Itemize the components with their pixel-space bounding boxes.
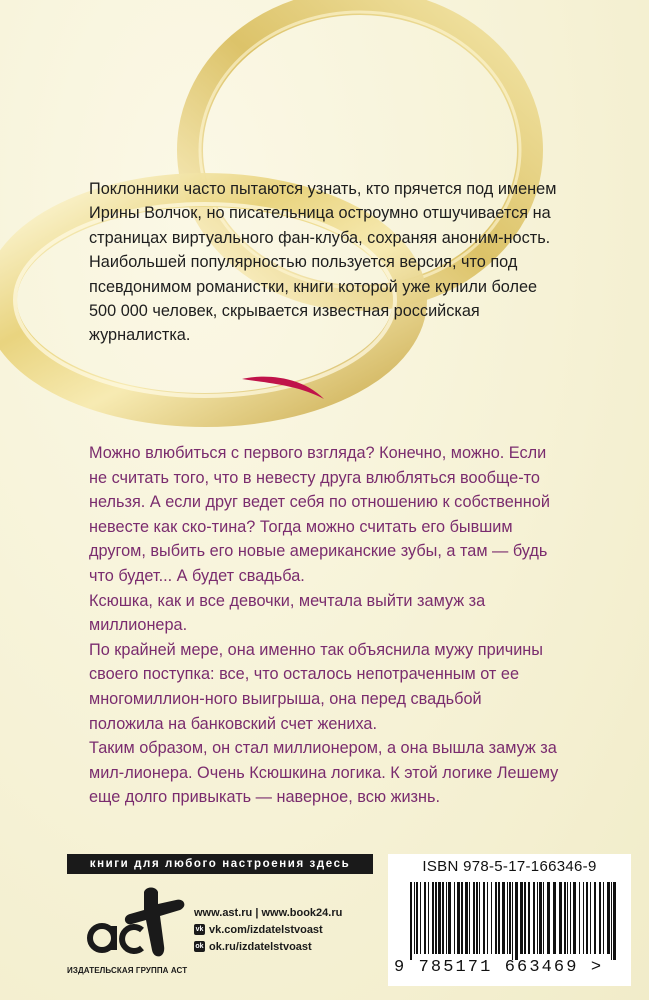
web-links[interactable]: www.ast.ru | www.book24.ru	[194, 906, 343, 919]
isbn-number: ISBN 978-5-17-166346-9	[422, 858, 597, 875]
annotation-paragraph: Можно влюбиться с первого взгляда? Конечно, можно. Если не считать того, что в невесту друга влюбляться вообще-то нельзя. А если друг ведет себя по отношению к собственной невесте как ско-тина? Тогда можно считать его бывшим другом, выбить его новые американские зубы, а там — будь что будет... А будет свадьба.	[89, 444, 550, 585]
ast-logo	[84, 884, 194, 964]
swirl-ornament	[238, 373, 328, 407]
ok-icon: ok	[195, 943, 204, 950]
barcode	[410, 882, 620, 960]
publisher-tagline: книги для любого настроения здесь	[67, 854, 373, 874]
web-links-row	[194, 904, 342, 921]
vk-link[interactable]: vk.com/izdatelstvoast	[209, 923, 323, 936]
book-annotation	[89, 441, 559, 810]
barcode-digits: 9 785171 663469 >	[394, 958, 604, 977]
annotation-paragraph: По крайней мере, она именно так объяснила мужу причины своего поступка: все, что осталось непотраченным от ее многомиллион-ного выигрыша, она перед свадьбой положила на банковский счет жениха.	[89, 640, 543, 733]
barcode-panel	[388, 854, 631, 986]
ok-link-row	[194, 938, 342, 955]
publisher-name: ИЗДАТЕЛЬСКАЯ ГРУППА АСТ	[67, 966, 188, 975]
vk-link-row	[194, 921, 342, 938]
annotation-paragraph: Ксюшка, как и все девочки, мечтала выйти замуж за миллионера.	[89, 591, 486, 635]
author-blurb: Поклонники часто пытаются узнать, кто прячется под именем Ирины Волчок, но писательница остроумно отшучивается на страницах виртуального фан-клуба, сохраняя аноним-ность. Наибольшей популярностью пользуется версия, что под псевдонимом романистки, книги которой уже купили более 500 000 человек, скрывается известная российская журналистка.	[89, 180, 557, 345]
annotation-paragraph: Таким образом, он стал миллионером, а она вышла замуж за мил-лионера. Очень Ксюшкина логика. К этой логике Лешему еще долго привыкать — наверное, всю жизнь.	[89, 739, 559, 807]
ok-link[interactable]: ok.ru/izdatelstvoast	[209, 940, 312, 953]
publisher-links	[194, 904, 342, 955]
vk-icon: vk	[195, 926, 204, 933]
